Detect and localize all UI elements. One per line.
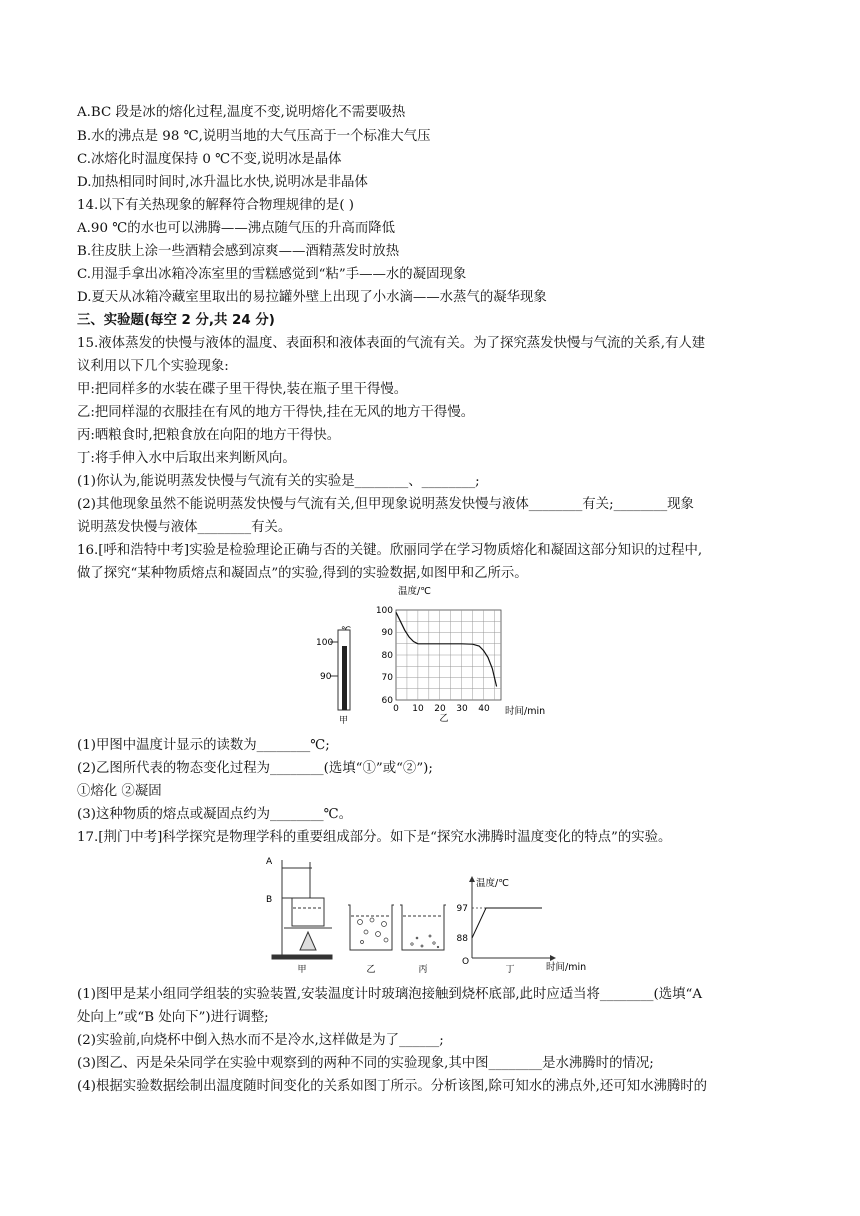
bubble xyxy=(376,932,381,937)
x-tick-40: 40 xyxy=(478,704,490,714)
option-c-q14: C.用湿手拿出冰箱冷冻室里的雪糕感觉到“粘”手——水的凝固现象 xyxy=(77,267,467,282)
bubble xyxy=(437,946,439,948)
figure-17 xyxy=(262,850,602,975)
beaker-yi xyxy=(348,905,394,950)
phenomenon-yi: 乙:把同样湿的衣服挂在有风的地方干得快,挂在无风的地方干得慢。 xyxy=(77,405,475,420)
graph-yi-xlabel: 时间/min xyxy=(505,706,546,717)
y-tick-97: 97 xyxy=(456,904,468,914)
x-tick-30: 30 xyxy=(456,704,468,714)
y-tick-100: 100 xyxy=(375,606,393,616)
bubbles-yi xyxy=(358,918,389,944)
beaker-bing xyxy=(400,905,446,950)
option-d-q13: D.加热相同时间时,冰升温比水快,说明冰是非晶体 xyxy=(77,175,368,190)
label-b: B xyxy=(266,895,273,905)
graph-ding xyxy=(457,876,587,975)
bubble xyxy=(416,937,418,939)
bubble xyxy=(361,941,364,944)
figure-16 xyxy=(300,582,840,727)
option-c-q13: C.冰熔化时温度保持 0 ℃不变,说明冰是晶体 xyxy=(77,152,342,167)
bubble xyxy=(370,918,374,922)
q17-part2: (2)实验前,向烧杯中倒入热水而不是冷水,这样做是为了______; xyxy=(77,1033,444,1048)
q16-part2: (2)乙图所代表的物态变化过程为________(选填“①”或“②”); xyxy=(77,761,433,776)
bubble xyxy=(364,930,368,934)
q17-part3: (3)图乙、丙是朵朵同学在实验中观察到的两种不同的实验现象,其中图________是水沸腾时的情况; xyxy=(77,1056,654,1071)
question-14: 14.以下有关热现象的解释符合物理规律的是( ) xyxy=(77,198,355,213)
question-16: 16.[呼和浩特中考]实验是检验理论正确与否的关键。欣丽同学在学习物质熔化和凝固这部分知识的过程中, xyxy=(77,543,703,558)
thermometer-jia xyxy=(316,626,351,726)
thermometer-tick-100: 100 xyxy=(316,638,334,648)
graph-ding-ylabel: 温度/℃ xyxy=(476,878,509,889)
bubbles-bing xyxy=(411,935,439,948)
option-a-q14: A.90 ℃的水也可以沸腾——沸点随气压的升高而降低 xyxy=(77,221,396,236)
bubble xyxy=(382,922,387,927)
label-a: A xyxy=(266,857,273,867)
graph-ding-origin: O xyxy=(462,957,470,967)
section-heading: 三、实验题(每空 2 分,共 24 分) xyxy=(77,313,275,328)
q16-part3: (3)这种物质的熔点或凝固点约为________℃。 xyxy=(77,807,352,822)
phenomenon-bing: 丙:晒粮食时,把粮食放在向阳的地方干得快。 xyxy=(77,428,341,443)
y-tick-88: 88 xyxy=(456,934,468,944)
question-15: 15.液体蒸发的快慢与液体的温度、表面积和液体表面的气流有关。为了探究蒸发快慢与气流的关系,有人建 xyxy=(77,336,706,351)
caption-jia: 甲 xyxy=(339,716,349,726)
graph-yi-ylabel: 温度/℃ xyxy=(398,586,431,597)
caption-17-bing: 丙 xyxy=(418,965,428,975)
q17-part4: (4)根据实验数据绘制出温度随时间变化的关系如图丁所示。分析该图,除可知水的沸点外,还可知水沸腾时的 xyxy=(77,1079,708,1094)
q15-part2-cont: 说明蒸发快慢与液体________有关。 xyxy=(77,520,292,535)
y-tick-90: 90 xyxy=(381,628,393,638)
graph-yi xyxy=(376,585,545,724)
option-a-q13: A.BC 段是冰的熔化过程,温度不变,说明熔化不需要吸热 xyxy=(77,105,406,120)
q15-part1: (1)你认为,能说明蒸发快慢与气流有关的实验是________、________; xyxy=(77,474,480,489)
apparatus-jia xyxy=(272,860,332,959)
cooling-curve xyxy=(396,612,497,686)
bubble xyxy=(384,938,388,942)
q15-part2: (2)其他现象虽然不能说明蒸发快慢与气流有关,但甲现象说明蒸发快慢与液体________有关;________现象 xyxy=(77,497,694,512)
boiling-curve xyxy=(472,908,542,938)
question-17: 17.[荆门中考]科学探究是物理学科的重要组成部分。如下是“探究水沸腾时温度变化的特点”的实验。 xyxy=(77,830,672,845)
caption-yi: 乙 xyxy=(439,714,449,724)
bubble xyxy=(411,943,413,945)
x-tick-0: 0 xyxy=(393,704,399,714)
y-tick-60: 60 xyxy=(381,696,393,706)
bubble xyxy=(429,935,431,937)
q16-options: ①熔化 ②凝固 xyxy=(77,784,162,799)
bubble xyxy=(358,920,363,925)
phenomenon-ding: 丁:将手伸入水中后取出来判断风向。 xyxy=(77,451,296,466)
option-b-q14: B.往皮肤上涂一些酒精会感到凉爽——酒精蒸发时放热 xyxy=(77,244,400,259)
phenomenon-jia: 甲:把同样多的水装在碟子里干得快,装在瓶子里干得慢。 xyxy=(77,382,408,397)
caption-17-ding: 丁 xyxy=(505,965,515,975)
q17-part1-cont: 处向上”或“B 处向下”)进行调整; xyxy=(77,1010,269,1025)
option-d-q14: D.夏天从冰箱冷藏室里取出的易拉罐外壁上出现了小水滴——水蒸气的凝华现象 xyxy=(77,290,547,305)
caption-17-yi: 乙 xyxy=(366,965,376,975)
bubble xyxy=(421,945,423,947)
caption-17-jia: 甲 xyxy=(297,965,307,975)
q16-part1: (1)甲图中温度计显示的读数为________℃; xyxy=(77,738,330,753)
option-b-q13: B.水的沸点是 98 ℃,说明当地的大气压高于一个标准大气压 xyxy=(77,129,431,144)
q17-part1: (1)图甲是某小组同学组装的实验装置,安装温度计时玻璃泡接触到烧杯底部,此时应适当将________(选填“A xyxy=(77,987,703,1002)
x-tick-10: 10 xyxy=(412,704,424,714)
question-16-cont: 做了探究“某种物质熔点和凝固点”的实验,得到的实验数据,如图甲和乙所示。 xyxy=(77,566,528,581)
y-tick-70: 70 xyxy=(381,673,393,683)
x-tick-20: 20 xyxy=(434,704,446,714)
graph-ding-xlabel: 时间/min xyxy=(546,962,587,973)
thermometer-tick-90: 90 xyxy=(320,672,332,682)
y-tick-80: 80 xyxy=(381,651,393,661)
bubble xyxy=(433,942,435,944)
question-15-cont: 议利用以下几个实验现象: xyxy=(77,359,229,374)
